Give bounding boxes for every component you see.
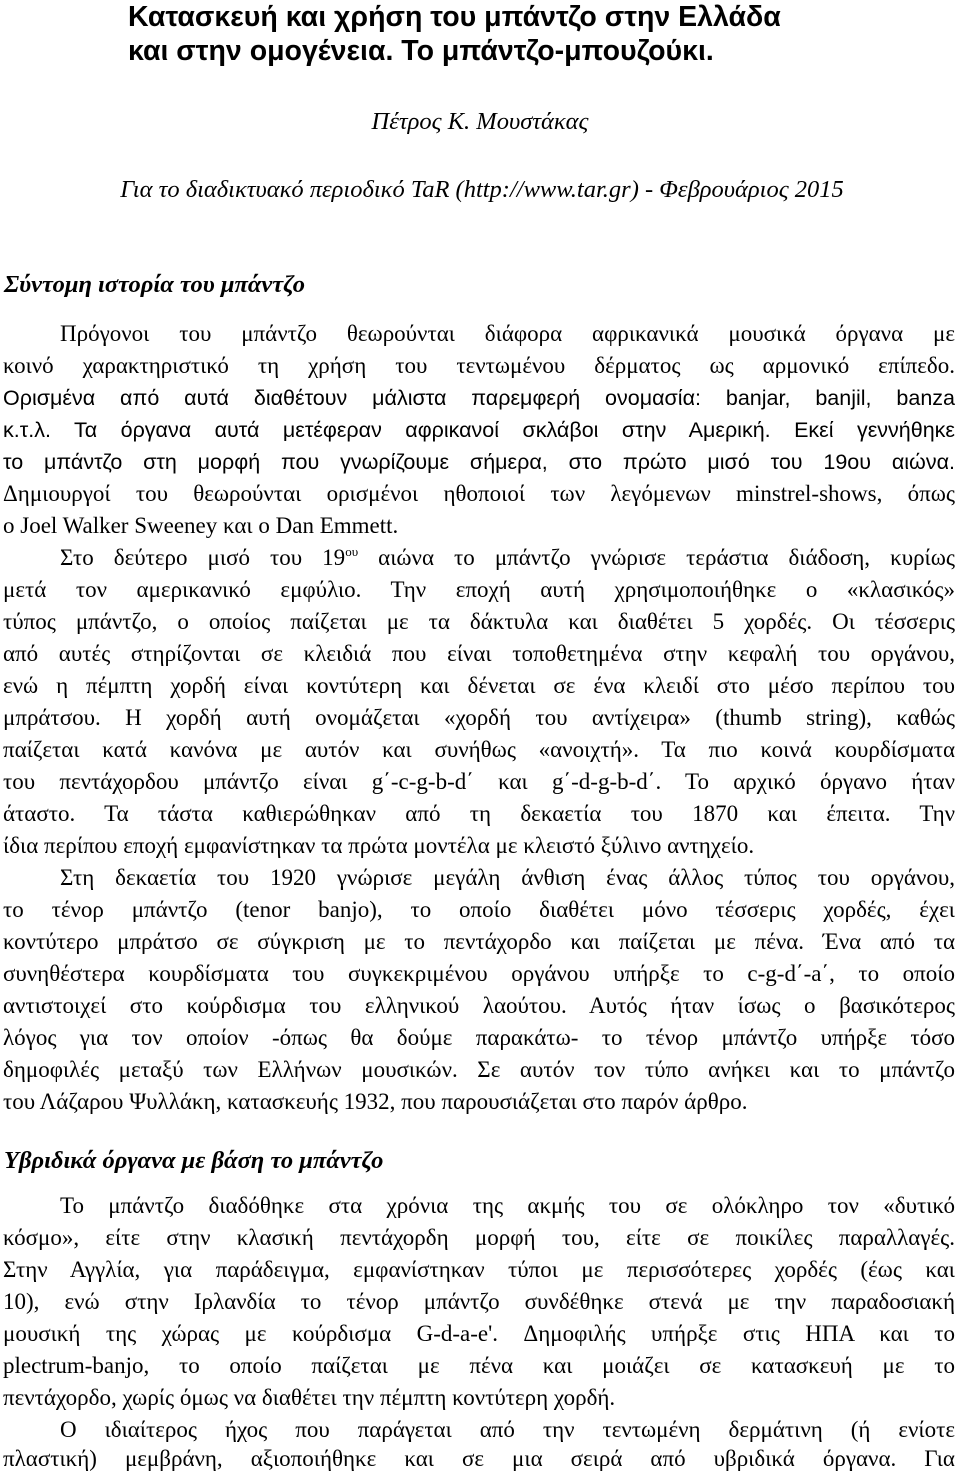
paragraph-line: ο Joel Walker Sweeney και ο Dan Emmett. <box>3 513 399 538</box>
paragraph-line: μπράτσου. Η χορδή αυτή ονομάζεται «χορδή του αντίχειρα» (thumb string), καθώς <box>3 705 955 730</box>
section-heading-hybrid-instruments: Υβριδικά όργανα με βάση το μπάντζο <box>4 1147 384 1174</box>
author-line: Πέτρος Κ. Μουστάκας <box>371 108 589 135</box>
paragraph-line: αντιστοιχεί στο κούρδισμα του ελληνικού λαούτου. Αυτός ήταν ίσως ο βασικότερος <box>3 993 955 1018</box>
document-title-line-1: Κατασκευή και χρήση του μπάντζο στην Ελλάδα <box>128 1 781 33</box>
paragraph-line: ενώ η πέμπτη χορδή είναι κοντύτερη και δένεται σε ένα κλειδί στο μέσο περίπου του <box>3 673 955 698</box>
source-line: Για το διαδικτυακό περιοδικό TaR (http://www.tar.gr) - Φεβρουάριος 2015 <box>120 176 844 203</box>
paragraph-line: το τένορ μπάντζο (tenor banjo), το οποίο διαθέτει μόνο τέσσερις χορδές, έχει <box>3 897 955 922</box>
paragraph-line: Το μπάντζο διαδόθηκε στα χρόνια της ακμής του σε ολόκληρο τον «δυτικό <box>60 1193 955 1218</box>
section-heading-history: Σύντομη ιστορία του μπάντζο <box>4 271 305 298</box>
paragraph-line: Ορισμένα από αυτά διαθέτουν μάλιστα παρεμφερή ονομασία: banjar, banjil, banza <box>3 386 955 410</box>
paragraph-line: το μπάντζο στη μορφή που γνωρίζουμε σήμερα, στο πρώτο μισό του 19ου αιώνα. <box>3 450 955 474</box>
superscript: ου <box>345 544 359 559</box>
paragraph-line: του πεντάχορδου μπάντζο είναι g΄-c-g-b-d΄ και g΄-d-g-b-d΄. Το αρχικό όργανο ήταν <box>3 769 955 794</box>
paragraph-line: Δημιουργοί του θεωρούνται ορισμένοι ηθοποιοί των λεγόμενων minstrel-shows, όπως <box>3 481 955 506</box>
paragraph-line: παίζεται κατά κανόνα με αυτόν και συνήθως «ανοιχτή». Τα πιο κοινά κουρδίσματα <box>3 737 955 762</box>
paragraph-line: Ο ιδιαίτερος ήχος που παράγεται από την τεντωμένη δερμάτινη (ή ενίοτε <box>60 1417 955 1442</box>
paragraph-line: μουσική της χώρας με κούρδισμα G-d-a-e'. Δημοφιλής υπήρξε στις ΗΠΑ και το <box>3 1321 955 1346</box>
paragraph-line: άταστο. Τα τάστα καθιερώθηκαν από τη δεκαετία του 1870 και έπειτα. Την <box>3 801 955 826</box>
paragraph-line <box>60 542 955 574</box>
paragraph-line: λόγος για τον οποίον -όπως θα δούμε παρακάτω- το τένορ μπάντζο υπήρξε τόσο <box>3 1025 955 1050</box>
document-title-line-2: και στην ομογένεια. Το μπάντζο-μπουζούκι. <box>128 35 714 67</box>
line-text: Στο δεύτερο μισό του 19 <box>60 545 346 570</box>
paragraph-line: Πρόγονοι του μπάντζο θεωρούνται διάφορα αφρικανικά μουσικά όργανα με <box>60 321 955 346</box>
paragraph-line: πεντάχορδο, χωρίς όμως να διαθέτει την πέμπτη κοντύτερη χορδή. <box>3 1385 616 1410</box>
paragraph-line: plectrum-banjo, το οποίο παίζεται με πένα και μοιάζει σε κατασκευή με το <box>3 1353 955 1378</box>
paragraph-line: ίδια περίπου εποχή εμφανίστηκαν τα πρώτα μοντέλα με κλειστό ξύλινο αντηχείο. <box>3 833 755 858</box>
paragraph-line: κόσμο», είτε στην κλασική πεντάχορδη μορφή του, είτε σε ποικίλες παραλλαγές. <box>3 1225 955 1250</box>
paragraph-line: συνηθέστερα κουρδίσματα του συγκεκριμένου οργάνου υπήρξε το c-g-d΄-a΄, το οποίο <box>3 961 955 986</box>
paragraph-line: κοντύτερο μπράτσο σε σύγκριση με το πεντάχορδο και παίζεται με πένα. Ένα από τα <box>3 929 955 954</box>
paragraph-line: πλαστική) μεμβράνη, αξιοποιήθηκε και σε μια σειρά από υβριδικά όργανα. Για <box>3 1446 955 1471</box>
paragraph-line: τύπος μπάντζο, ο οποίος παίζεται με τα δάκτυλα και διαθέτει 5 χορδές. Οι τέσσερις <box>3 609 955 634</box>
paragraph-line: του Λάζαρου Ψυλλάκη, κατασκευής 1932, που παρουσιάζεται στο παρόν άρθρο. <box>3 1089 748 1114</box>
paragraph-line: μετά τον αμερικανικό εμφύλιο. Την εποχή αυτή χρησιμοποιήθηκε ο «κλασικός» <box>3 577 955 602</box>
paragraph-line: κ.τ.λ. Τα όργανα αυτά μετέφεραν αφρικανοί σκλάβοι στην Αμερική. Εκεί γεννήθηκε <box>3 418 955 442</box>
paragraph-line: δημοφιλές μεταξύ των Ελλήνων μουσικών. Σε αυτόν τον τύπο ανήκει και το μπάντζο <box>3 1057 955 1082</box>
paragraph-line: κοινό χαρακτηριστικό τη χρήση του τεντωμένου δέρματος ως αρμονικό επίπεδο. <box>3 353 955 378</box>
paragraph-line: Στην Αγγλία, για παράδειγμα, εμφανίστηκαν τύποι με περισσότερες χορδές (έως και <box>3 1257 955 1282</box>
paragraph-line: 10), ενώ στην Ιρλανδία το τένορ μπάντζο συνδέθηκε στενά με την παραδοσιακή <box>3 1289 955 1314</box>
paragraph-line: από αυτές στηρίζονται σε κλειδιά που είναι τοποθετημένα στην κεφαλή του οργάνου, <box>3 641 955 666</box>
line-text: αιώνα το μπάντζο γνώρισε τεράστια διάδοση, κυρίως <box>358 545 955 570</box>
paragraph-line: Στη δεκαετία του 1920 γνώρισε μεγάλη άνθιση ένας άλλος τύπος του οργάνου, <box>60 865 955 890</box>
